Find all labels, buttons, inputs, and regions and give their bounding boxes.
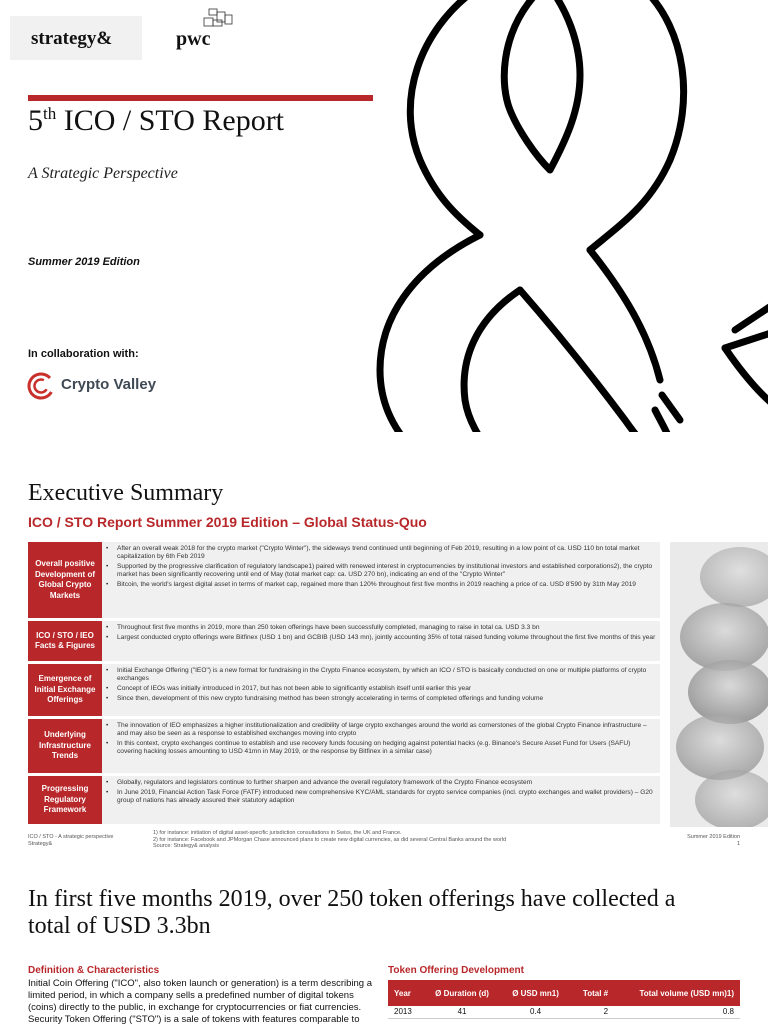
- summary-bullet: • Throughout first five months in 2019, more than 250 token offerings have been successfully completed, managing to raise in total ca. USD 3.3 bn: [106, 624, 656, 632]
- exec-summary-title: Executive Summary: [28, 480, 224, 506]
- table-header-row: [388, 980, 740, 1006]
- pwc-logo-text: pwc: [176, 28, 211, 50]
- edition-label: Summer 2019 Edition: [28, 256, 140, 268]
- summary-row-label: Emergence of Initial Exchange Offerings: [28, 664, 102, 716]
- summary-row-bullets: [106, 722, 656, 758]
- summary-row-bullets: [106, 545, 656, 591]
- pwc-logo: [176, 6, 236, 56]
- summary-bullet: • The innovation of IEO emphasizes a higher institutionalization and credibility of large crypto exchanges around the world as cornerstones of the global Crypto Finance infrastructure – and may also be seen as a response to established exchanges moving into crypto: [106, 722, 656, 738]
- coins-photo: [670, 542, 768, 827]
- summary-row: [28, 664, 660, 716]
- summary-row-bullets: [106, 624, 656, 643]
- column-header: Ø Duration (d): [423, 980, 501, 1006]
- summary-row-bullets: [106, 779, 656, 807]
- column-header: Total volume (USD mn)1): [614, 980, 740, 1006]
- crypto-valley-text: Crypto Valley: [61, 376, 157, 393]
- column-header: Ø USD mn1): [501, 980, 570, 1006]
- summary-row: [28, 776, 660, 824]
- summary-bullet: • Largest conducted crypto offerings were Bitfinex (USD 1 bn) and GCBIB (USD 143 mn), jointly accounting 35% of total raised funding volume throughout the first five months of this year: [106, 634, 656, 642]
- cover-page: [0, 0, 768, 432]
- summary-bullet: • After an overall weak 2018 for the crypto market ("Crypto Winter"), the sideways trend continued until beginning of Feb 2019, resulting in a low point of ca. USD 110 bn total market capitalization by 6th Feb 2019: [106, 545, 656, 561]
- table-cell: 0.8: [614, 1006, 740, 1018]
- executive-summary-page: [0, 432, 768, 860]
- ampersand-graphic: [340, 0, 768, 432]
- column-header: Year: [388, 980, 423, 1006]
- definition-paragraph: Initial Coin Offering ("ICO", also token launch or generation) is a term describing a limited period, in which a company sells a predefined number of digital tokens (coins) directly to the public, in exchange for cryptocurrencies or fiat currencies. Security Token Offering ("STO") is a sale of tokens with features comparable to: [28, 978, 372, 1024]
- summary-bullet: • Since then, development of this new crypto fundraising method has been strongly accelerating in terms of completed offerings and funding volume: [106, 695, 656, 703]
- exec-summary-subtitle: ICO / STO Report Summer 2019 Edition – Global Status-Quo: [28, 514, 427, 530]
- title-rule: [28, 95, 373, 101]
- pwc-logo-mark: [176, 6, 236, 30]
- strategy-and-logo-text: strategy&: [31, 28, 113, 49]
- table-cell: 41: [423, 1006, 501, 1018]
- token-offering-table: [388, 980, 740, 1019]
- table-cell: 2013: [388, 1006, 423, 1018]
- table-cell: 0.4: [501, 1006, 570, 1018]
- summary-row-bullets: [106, 667, 656, 704]
- coins-photo-graphic: [670, 542, 768, 827]
- summary-row-label: Progressing Regulatory Framework: [28, 776, 102, 824]
- report-title: 5th ICO / STO Report: [28, 104, 285, 137]
- summary-bullet: • Globally, regulators and legislators continue to further sharpen and advance the overall regulatory framework of the Crypto Finance ecosystem: [106, 779, 656, 787]
- crypto-valley-icon: [27, 371, 57, 401]
- summary-row-label: Overall positive Development of Global Crypto Markets: [28, 542, 102, 618]
- summary-row-label: Underlying Infrastructure Trends: [28, 719, 102, 773]
- summary-bullet: • Bitcoin, the world's largest digital asset in terms of market cap, regained more than 120% throughout first five months in 2019 reaching a price of ca. USD 8'590 by 31th May 2019: [106, 581, 656, 589]
- summary-bullet: • In June 2019, Financial Action Task Force (FATF) introduced new comprehensive KYC/AML standards for crypto service companies (incl. crypto exchanges and wallet providers) – G20 group of nations has already assured their statutory adaption: [106, 789, 656, 805]
- strategy-and-logo: [10, 16, 142, 60]
- summary-bullet: • Concept of IEOs was initially introduced in 2017, but has not been able to significantly establish itself until earlier this year: [106, 685, 656, 693]
- definition-heading: Definition & Characteristics: [28, 965, 160, 976]
- report-subtitle: A Strategic Perspective: [28, 165, 178, 182]
- summary-row-label: ICO / STO / IEO Facts & Figures: [28, 621, 102, 661]
- summary-row: [28, 542, 660, 618]
- summary-row: [28, 621, 660, 661]
- development-heading: Token Offering Development: [388, 965, 524, 976]
- summary-bullet: • In this context, crypto exchanges continue to establish and use recovery funds focusing on hedging against potential hacks (e.g. Binance's Secure Asset Fund for Users (SAFU) covering hacking losses amounting to USD 41mn in May 2019, or the response by Bitfinex in a similar case): [106, 740, 656, 756]
- token-offerings-page: [0, 860, 768, 1024]
- column-header: Total #: [570, 980, 614, 1006]
- table-cell: 2: [570, 1006, 614, 1018]
- collaboration-label: In collaboration with:: [28, 348, 139, 360]
- summary-bullet: • Initial Exchange Offering ("IEO") is a new format for fundraising in the Crypto Finance ecosystem, by which an ICO / STO is basically conducted on one or multiple platforms of crypto exchanges: [106, 667, 656, 683]
- summary-bullet: • Supported by the progressive clarification of regulatory landscape1) paired with renewed interest in cryptocurrencies by institutional investors and established corporations2), the crypto market has been significantly recovering until end of May (total market cap: ca. USD 270 bn), indicating an end of the "Crypto Winter": [106, 563, 656, 579]
- summary-row: [28, 719, 660, 773]
- footer-left: ICO / STO - A strategic perspective Strategy&: [28, 834, 114, 847]
- table-row: [388, 1006, 740, 1018]
- footnotes: 1) for instance: initiation of digital asset-specific jurisdiction consultations in Swiss, the UK and France. 2) for instance: Facebook and JPMorgan Chase announced plans to create new digital currencies, as did several Central Banks around the world Source: Strategy& analysis: [153, 830, 507, 849]
- page-title: In first five months 2019, over 250 token offerings have collected a total of USD 3.3bn: [28, 886, 676, 939]
- footer-right: Summer 2019 Edition 1: [687, 834, 740, 847]
